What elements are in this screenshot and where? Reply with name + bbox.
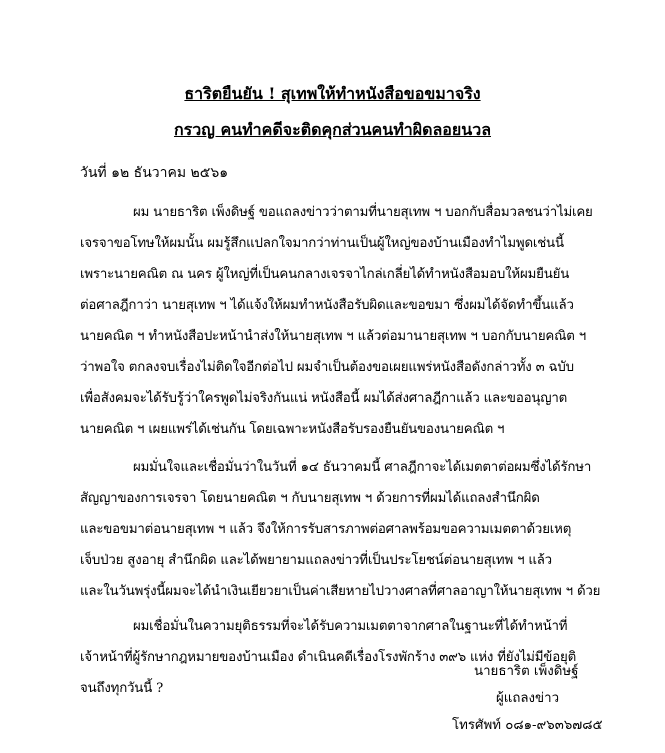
- paragraph-1-line: ต่อศาลฎีกาว่า นายสุเทพ ฯ ได้แจ้งให้ผมทำหนังสือรับผิดและขอขมา ซึ่งผมได้จัดทำขึ้นแล้ว: [80, 298, 574, 313]
- paragraph-2-line: และในวันพรุ่งนี้ผมจะได้นำเงินเยียวยาเป็นค่าเสียหายไปวางศาลที่ศาลอาญาให้นายสุเทพ ฯ ด้วย: [80, 584, 601, 599]
- date-line: วันที่ ๑๒ ธันวาคม ๒๕๖๑: [80, 165, 229, 181]
- paragraph-1-line: นายคณิต ฯ ทำหนังสือปะหน้านำส่งให้นายสุเทพ ฯ แล้วต่อมานายสุเทพ ฯ บอกกับนายคณิต ฯ: [80, 329, 586, 344]
- signatory-role: ผู้แถลงข่าว: [496, 691, 560, 706]
- paragraph-2-line: สัญญาของการเจรจา โดยนายคณิต ฯ กับนายสุเทพ ฯ ด้วยการที่ผมได้แถลงสำนึกผิด: [80, 491, 540, 506]
- paragraph-3-line: เจ้าหน้าที่ผู้รักษากฎหมายของบ้านเมือง ดำเนินคดีเรื่องโรงพักร้าง ๓๙๖ แห่ง ที่ยังไม่มีข้อยุติ: [80, 650, 577, 665]
- paragraph-1-line: นายคณิต ฯ เผยแพร่ได้เช่นกัน โดยเฉพาะหนังสือรับรองยืนยันของนายคณิต ฯ: [80, 422, 505, 437]
- paragraph-2-line: เจ็บป่วย สูงอายุ สำนึกผิด และได้พยายามแถลงข่าวที่เป็นประโยชน์ต่อนายสุเทพ ฯ แล้ว: [80, 553, 552, 568]
- paragraph-1-line: เจรจาขอโทษให้ผมนั้น ผมรู้สึกแปลกใจมากว่าท่านเป็นผู้ใหญ่ของบ้านเมืองทำไมพูดเช่นนี้: [80, 236, 564, 251]
- paragraph-1-line: ว่าพอใจ ตกลงจบเรื่องไม่ติดใจอีกต่อไป ผมจำเป็นต้องขอเผยแพร่หนังสือดังกล่าวทั้ง ๓ ฉบับ: [80, 360, 574, 375]
- contact-phone: โทรศัพท์ ๐๘๑-๙๖๓๖๗๘๕: [452, 718, 603, 733]
- paragraph-1-line: ผม นายธาริต เพ็งดิษฐ์ ขอแถลงข่าวว่าตามที่นายสุเทพ ฯ บอกกับสื่อมวลชนว่าไม่เคย: [133, 205, 593, 220]
- paragraph-2-line: และขอขมาต่อนายสุเทพ ฯ แล้ว จึงให้การรับสารภาพต่อศาลพร้อมขอความเมตตาด้วยเหตุ: [80, 522, 572, 537]
- paragraph-1-line: เพื่อสังคมจะได้รับรู้ว่าใครพูดไม่จริงกันแน่ หนังสือนี้ ผมได้ส่งศาลฎีกาแล้ว และขออนุญาต: [80, 391, 568, 406]
- signatory-name: นายธาริต เพ็งดิษฐ์: [474, 664, 579, 679]
- headline: ธาริตยืนยัน ! สุเทพให้ทำหนังสือขอขมาจริง: [184, 84, 481, 103]
- paragraph-1-line: เพราะนายคณิต ณ นคร ผู้ใหญ่ที่เป็นคนกลางเจรจาไกล่เกลี่ยได้ทำหนังสือมอบให้ผมยืนยัน: [80, 267, 570, 282]
- paragraph-3-line: ผมเชื่อมั่นในความยุติธรรมที่จะได้รับความเมตตาจากศาลในฐานะที่ได้ทำหน้าที่: [133, 619, 568, 634]
- paragraph-2-line: ผมมั่นใจและเชื่อมั่นว่าในวันที่ ๑๔ ธันวาคมนี้ ศาลฎีกาจะได้เมตตาต่อผมซึ่งได้รักษา: [133, 460, 592, 475]
- paragraph-3-line: จนถึงทุกวันนี้ ?: [80, 681, 164, 696]
- subheadline: กรวญ คนทำคดีจะติดคุกส่วนคนทำผิดลอยนวล: [173, 120, 491, 139]
